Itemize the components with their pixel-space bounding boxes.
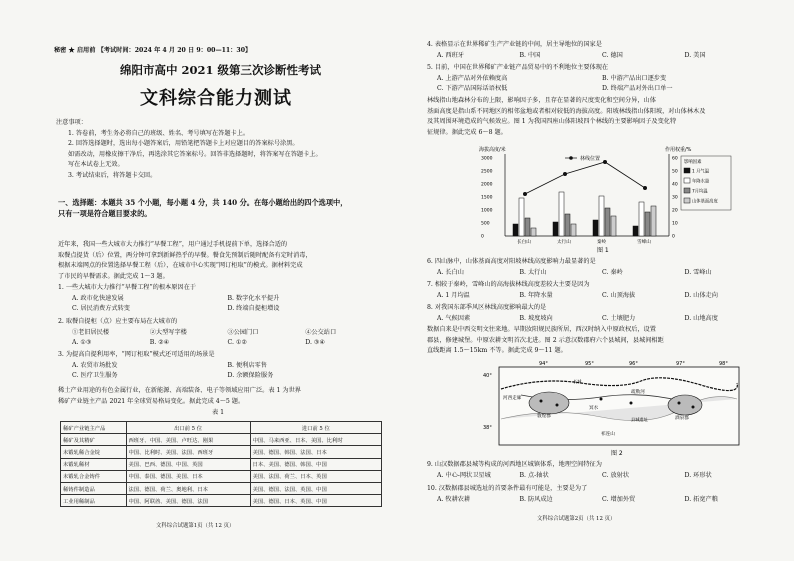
- x-tick-label: 长白山: [517, 240, 531, 245]
- passage-line: 根据末端网点的位置选择早餐工程（后），在城市中心实现“网订柜取”的模式。据材料完成: [58, 262, 303, 270]
- table-cell: 法国、德国、荷兰、奥地利、日本: [126, 482, 250, 494]
- option-b[interactable]: B. 太行山: [519, 268, 547, 276]
- option-b[interactable]: B. 中国: [519, 51, 541, 59]
- table-cell: 美国、法国、荷兰、日本、英国: [250, 470, 381, 482]
- x-tick-label: 雪峰山: [637, 240, 651, 245]
- bar: [525, 218, 530, 236]
- question-4: [427, 40, 767, 61]
- section-instructions: [58, 197, 347, 219]
- figure-2-map: [481, 359, 749, 457]
- map-legend-label: 长城: [573, 379, 582, 384]
- figure-2-caption: 图 2: [611, 450, 623, 457]
- legend-swatch: [684, 168, 690, 173]
- passage-line: 近年来，我国一些大城市大力推行“早餐工程”，用户通过手机提前下单，选择合适的: [58, 241, 288, 248]
- figure-1-caption: 图 1: [597, 247, 609, 254]
- jiuquan-region: [668, 395, 702, 415]
- statement-2: ②大型写字楼: [149, 328, 187, 336]
- x-tick-label: 秦岭: [597, 240, 607, 245]
- treeline-point: [643, 186, 647, 190]
- note-line: 如需改动，用橡皮擦干净后，再选涂其它答案标号。回答非选择题时，将答案写在答题卡上。: [68, 150, 322, 158]
- option-a[interactable]: A. 西班牙: [437, 51, 464, 59]
- passage-line: 稀土产业用途的有色金属行业，在新能源、高端装备、电子等领域应用广泛。表 1 为世界: [58, 387, 301, 394]
- table-cell: 稀铸件制造品: [61, 482, 127, 494]
- bar: [571, 224, 576, 236]
- map-legend-label: 县城遗址: [631, 417, 648, 422]
- legend-title: 影响因素: [684, 160, 702, 165]
- school-title: 绵阳市高中 2021 级第三次诊断性考试: [120, 63, 322, 77]
- question-stem: 8. 对我国东部季风区林线高度影响最大的是: [427, 304, 547, 311]
- question-2: [58, 317, 383, 349]
- passage-line: 直线距离 1.5～15km 不等。据此完成 9～11 题。: [427, 347, 567, 355]
- y-left-label: 海拔高度/米: [479, 147, 506, 153]
- question-9: [427, 460, 767, 481]
- table-cell: 中国、泰国、德国、美国、日本: [126, 470, 250, 482]
- treeline-points: [523, 160, 647, 196]
- table-row: [61, 458, 382, 470]
- x-tick-label: 太行山: [557, 240, 571, 245]
- bar: [605, 208, 610, 236]
- question-1: [58, 283, 383, 315]
- map-label: 祁连山: [601, 432, 615, 437]
- question-stem: 1. 一些大城市大力推行“早餐工程”的根本原因在于: [58, 284, 196, 291]
- passage-line: 及其周围环境造成的气候效应。图 1 为我国四座山体阳坡四个林线的主要影响因子及变化特: [427, 118, 677, 126]
- option-d[interactable]: D. 雪峰山: [684, 268, 712, 276]
- confidential-header: 秘密 ★ 启用前 【考试时间：2024 年 4 月 20 日 9：00—11：30】: [54, 47, 252, 54]
- bar: [633, 226, 638, 236]
- option-c[interactable]: C. 山顶海拔: [602, 291, 636, 299]
- bar: [531, 228, 536, 236]
- table-cell: 美国、德国、法国、英国、中国: [250, 482, 381, 494]
- bar: [565, 214, 570, 236]
- section-instructions-line: 只有一项是符合题目要求的。: [58, 209, 152, 218]
- table-cell: 美国、巴西、德国、中国、英国: [126, 458, 250, 470]
- table-cell: 中国、比利时、美国、法国、西班牙: [126, 446, 250, 458]
- page-footer: 文科综合试题第1页（共 12 页）: [156, 523, 235, 529]
- option-a[interactable]: A. 政市化快速发展: [72, 294, 124, 302]
- y2-tick-label: 60: [672, 156, 678, 162]
- passage-line: 郡县，修建城堡。中原农耕文明首次北进。图 2 示意汉数郡府六个县城间，县城间相距: [427, 336, 664, 344]
- table-row: [61, 446, 382, 458]
- y-tick-label: 0: [481, 234, 484, 240]
- option-d[interactable]: D. 余额保险服务: [227, 372, 274, 380]
- question-5: [427, 63, 767, 95]
- option-c[interactable]: C. 放射状: [602, 471, 630, 479]
- exam-page-right: [397, 0, 794, 561]
- table-cell: 未锻轧稀合金锭: [61, 446, 127, 458]
- map-label: 敦煌郡: [537, 414, 551, 419]
- y2-tick-label: 20: [672, 208, 678, 214]
- option-d[interactable]: D. 终端自提柜增设: [227, 305, 280, 313]
- map-label: 酒泉郡: [675, 416, 689, 421]
- option-c[interactable]: C. 医疗卫生服务: [72, 372, 118, 380]
- option-b[interactable]: B. 点-轴状: [519, 471, 549, 479]
- legend-swatch: [684, 198, 690, 203]
- treeline-point: [523, 192, 527, 196]
- legend-swatch: [684, 178, 690, 183]
- option-d[interactable]: D. ③④: [305, 339, 326, 347]
- question-stem: 5. 目前，中国在世界稀矿产业链产品贸易中的不利地位主要体现在: [427, 64, 609, 71]
- statement-1: ①老旧居民楼: [72, 328, 110, 336]
- passage-line: 取餐点提货（后）位置，两分钟可拿到新鲜热乎的早餐。餐食先预制后随时配备有定时消毒，: [58, 251, 312, 259]
- bar: [559, 192, 564, 236]
- option-d[interactable]: D. 拓宽产粮: [684, 495, 718, 503]
- bar: [639, 202, 644, 236]
- lon-label: 98°: [719, 361, 728, 367]
- passage-line: 征规律。据此完成 6～8 题。: [427, 128, 507, 136]
- table-cell: 未锻轧合金铸件: [61, 470, 127, 482]
- lon-label: 95°: [585, 361, 594, 367]
- passage-line: 稀矿产业链主产品 2021 年全球贸易格局变化。据此完成 4～5 题。: [58, 397, 245, 405]
- bar: [593, 220, 598, 236]
- option-a[interactable]: A. 1 月均温: [437, 291, 470, 299]
- county-site-marker: [678, 402, 681, 405]
- option-b[interactable]: B. 坡度坡向: [519, 314, 553, 322]
- table-caption: 表 1: [212, 409, 225, 416]
- question-stem: 6. 四山脉中，山体基面高度对阳坡林线高度影响力最显著的是: [427, 258, 596, 265]
- legend-line-label: 林线位置: [580, 156, 601, 162]
- option-d[interactable]: D. 环形状: [684, 471, 712, 479]
- lat-label: 38°: [483, 425, 492, 431]
- notes-block: [56, 118, 381, 182]
- question-stem: 10. 汉数据郡县城选址的首要条件最有可能是，主要是为了: [427, 485, 588, 492]
- y2-tick-label: 30: [672, 195, 678, 201]
- county-site-marker: [540, 400, 543, 403]
- y-right-label: 作用权重/%: [665, 147, 692, 153]
- county-site-marker: [630, 402, 633, 405]
- passage-line: 数据自来是中西交明文往来地。早期汝阳规民族所居，西汉时纳入中原政权后，设置: [427, 326, 656, 333]
- option-c[interactable]: C. 增加外贸: [602, 495, 636, 503]
- question-3: [58, 350, 383, 382]
- question-stem: 9. 山汉数据郡县城等构成的河西地区城镇体系，地理空间特征为: [427, 461, 602, 468]
- question-stem: 2. 取餐自提柜（点）应主要布局在大城市的: [58, 318, 178, 325]
- bar: [645, 212, 650, 236]
- table-header-cell: 稀矿产业链主产品: [61, 422, 127, 434]
- bar: [651, 206, 656, 236]
- option-c[interactable]: C. 居民消费方式转变: [72, 305, 130, 313]
- table-row: [61, 434, 382, 446]
- lon-label: 94°: [539, 361, 548, 367]
- passage-rare-metal: [58, 386, 301, 407]
- question-stem: 7. 相较于秦岭，雪峰山的高海拔林线高度差较大主要是因为: [427, 281, 590, 288]
- table-header-cell: 出口前 5 位: [126, 422, 250, 434]
- page-footer: 文科综合试题第2页（共 12 页）: [537, 516, 616, 522]
- y-tick-label: 500: [481, 221, 490, 227]
- treeline-point: [603, 160, 607, 164]
- y-tick-label: 2500: [481, 169, 493, 175]
- lon-label: 96°: [629, 361, 638, 367]
- lat-label: 40°: [483, 373, 492, 379]
- option-a[interactable]: A. 中心-网状卫星城: [437, 471, 491, 479]
- option-b[interactable]: B. 中游产品出口逐步变: [602, 74, 667, 82]
- legend-swatch: [684, 188, 690, 193]
- option-a[interactable]: A. 农贸市场批发: [72, 361, 118, 369]
- table-header-cell: 进口前 5 位: [250, 422, 381, 434]
- y-tick-label: 1500: [481, 195, 493, 201]
- option-a[interactable]: A. 牧耕农耕: [437, 495, 471, 503]
- notes-heading: 注意事项：: [56, 119, 87, 126]
- table-header-row: [61, 422, 382, 434]
- table-cell: 美国、德国、韩国、法国、日本: [250, 446, 381, 458]
- note-line: 写在本试卷上无效。: [68, 161, 124, 169]
- table-cell: 日本、美国、德国、韩国、中国: [250, 458, 381, 470]
- option-a[interactable]: A. ①③: [72, 339, 92, 347]
- option-d[interactable]: D. 美国: [684, 51, 706, 59]
- statement-3: ③公园门口: [227, 328, 259, 336]
- figure-1-chart: [477, 144, 737, 256]
- option-b[interactable]: B. ②④: [149, 339, 170, 347]
- passage-line: 林线指山地森林分布的上限，影响因子多，且存在显著的尺度变化和空间分异，山体: [427, 97, 656, 104]
- map-label: 疏勒河: [631, 390, 645, 395]
- option-c[interactable]: C. 土壤肥力: [602, 314, 636, 322]
- chart-legend: [684, 168, 718, 205]
- map-label: 冥水: [589, 406, 599, 411]
- passage-han-counties: [427, 325, 664, 357]
- table-cell: 未锻轧稀材: [61, 458, 127, 470]
- table-cell: 美国、德国、日本、英国、中国: [250, 495, 381, 507]
- option-b[interactable]: B. 防风成边: [519, 495, 553, 503]
- bar: [553, 222, 558, 236]
- bar-series: [513, 192, 656, 236]
- lon-label: 97°: [676, 361, 685, 367]
- option-a[interactable]: A. 上游产品对外依赖度高: [437, 74, 508, 82]
- map-label: 河西走廊: [503, 396, 522, 401]
- option-b[interactable]: B. 便利店零售: [227, 361, 267, 369]
- option-c[interactable]: C. ①②: [227, 339, 248, 347]
- treeline-line: [525, 162, 645, 194]
- question-6: [427, 257, 767, 278]
- trade-table: [60, 421, 382, 507]
- note-line: 2. 回答选择题时，选出每小题答案后，用铅笔把答题卡上对应题目的答案标号涂黑。: [68, 140, 299, 148]
- option-c[interactable]: C. 秦岭: [602, 268, 623, 276]
- bar: [519, 198, 524, 236]
- legend-label: 山体基面高度: [692, 199, 718, 205]
- x-labels: [517, 238, 651, 245]
- note-line: 3. 考试结束后，将答题卡交回。: [68, 171, 157, 179]
- bar: [513, 224, 518, 236]
- legend-label: 1 月气温: [692, 169, 709, 175]
- statement-4: ④公交站口: [305, 328, 337, 336]
- question-10: [427, 484, 767, 505]
- question-8: [427, 303, 767, 324]
- table-row: [61, 470, 382, 482]
- section-instructions-line: 一、选择题：本题共 35 个小题，每小题 4 分，共 140 分。在每小题给出的四个选项中，: [58, 198, 348, 207]
- note-line: 1. 答卷前，考生务必将自己的班级、姓名、考号填写在答题卡上。: [68, 129, 250, 137]
- option-b[interactable]: B. 数字化水平提升: [227, 294, 280, 302]
- county-site-marker: [600, 398, 603, 401]
- y2-tick-label: 50: [672, 169, 678, 175]
- y2-tick-label: 10: [672, 221, 678, 227]
- option-b[interactable]: B. 年降水量: [519, 291, 553, 299]
- question-stem: 3. 为提高自提利用率，“网订柜取”模式还可适用的场景是: [58, 351, 215, 358]
- county-site-marker: [556, 404, 559, 407]
- y2-tick-label: 0: [672, 234, 675, 240]
- table-row: [61, 495, 382, 507]
- table-cell: 中国、马来西亚、日本、美国、比利时: [250, 434, 381, 446]
- y-tick-label: 2000: [481, 182, 493, 188]
- option-d[interactable]: D. 终端产品对外出口单一: [602, 85, 673, 93]
- passage-treeline: [427, 96, 705, 138]
- passage-breakfast: [58, 240, 312, 282]
- option-d[interactable]: D. 山地高度: [684, 314, 718, 322]
- table-cell: 稀矿及其精矿: [61, 434, 127, 446]
- paper-title: 文科综合能力测试: [140, 88, 292, 109]
- dunhuang-region: [529, 392, 569, 414]
- y-tick-label: 3000: [481, 156, 493, 162]
- legend-line-entry: [565, 155, 600, 162]
- y-tick-label: 1000: [481, 208, 493, 214]
- table-row: [61, 482, 382, 494]
- table-cell: 中国、阿联酋、美国、德国、法国: [126, 495, 250, 507]
- table-cell: 西班牙、中国、美国、卢旺达、刚果: [126, 434, 250, 446]
- county-site-marker: [692, 406, 695, 409]
- legend-label: 年降水量: [692, 179, 710, 185]
- option-d[interactable]: D. 山体走向: [684, 291, 718, 299]
- passage-line: 基面高度是指山系不同地区的相邻盆地或者相对较低的海拔高度。阳坡林线指山体阳坡，对山体林木及: [427, 107, 706, 115]
- question-7: [427, 280, 767, 301]
- bar: [599, 196, 604, 236]
- y2-tick-label: 40: [672, 182, 678, 188]
- option-c[interactable]: C. 德国: [602, 51, 623, 59]
- option-a[interactable]: A. 长白山: [437, 268, 464, 276]
- legend-label: 7月均温: [692, 189, 708, 195]
- passage-line: 了市民的早餐需求。据此完成 1～3 题。: [58, 272, 169, 280]
- option-a[interactable]: A. 气候因素: [437, 314, 471, 322]
- question-stem: 4. 表格显示在世界稀矿生产产业链的中间，居主导地位的国家是: [427, 41, 602, 48]
- treeline-point: [563, 172, 567, 176]
- option-c[interactable]: C. 下游产品国际话语权低: [437, 85, 508, 93]
- table-cell: 工业用稀制品: [61, 495, 127, 507]
- bar: [611, 216, 616, 236]
